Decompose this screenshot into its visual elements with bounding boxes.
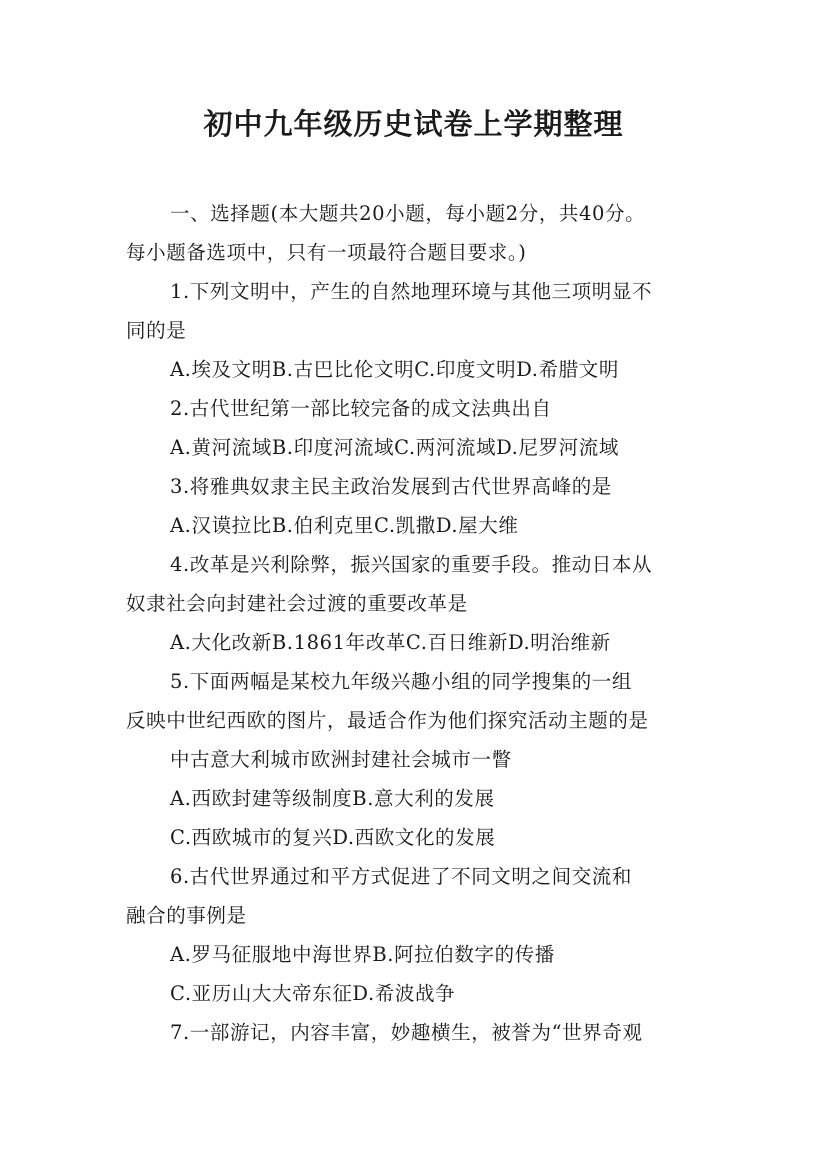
text-line: A.汉谟拉比B.伯利克里C.凯撒D.屋大维 — [170, 514, 519, 537]
text-line: 2.古代世纪第一部比较完备的成文法典出自 — [170, 397, 552, 420]
text-line: A.罗马征服地中海世界B.阿拉伯数字的传播 — [170, 943, 555, 966]
document-title: 初中九年级历史试卷上学期整理 — [203, 107, 624, 141]
text-line: A.大化改新B.1861年改革C.百日维新D.明治维新 — [170, 631, 611, 654]
text-line: A.西欧封建等级制度B.意大利的发展 — [170, 787, 495, 810]
text-line: 5.下面两幅是某校九年级兴趣小组的同学搜集的一组 — [170, 670, 633, 693]
text-line: 4.改革是兴利除弊，振兴国家的重要手段。推动日本从 — [170, 553, 653, 576]
text-line: 3.将雅典奴隶主民主政治发展到古代世界高峰的是 — [170, 475, 612, 498]
text-line: 1.下列文明中，产生的自然地理环境与其他三项明显不 — [170, 280, 653, 303]
text-line: C.亚历山大大帝东征D.希波战争 — [170, 982, 456, 1005]
text-line: 6.古代世界通过和平方式促进了不同文明之间交流和 — [170, 865, 633, 888]
text-line: 7.一部游记，内容丰富，妙趣横生，被誉为“世界奇观 — [170, 1021, 643, 1044]
text-line: C.西欧城市的复兴D.西欧文化的发展 — [170, 826, 496, 849]
text-line: 中古意大利城市欧洲封建社会城市一瞥 — [170, 748, 512, 771]
text-line: 融合的事例是 — [126, 904, 247, 927]
text-line: A.黄河流域B.印度河流域C.两河流域D.尼罗河流域 — [170, 436, 619, 459]
text-line: A.埃及文明B.古巴比伦文明C.印度文明D.希腊文明 — [170, 358, 619, 381]
text-line: 一、选择题(本大题共20小题，每小题2分，共40分。 — [170, 202, 646, 225]
document-body — [126, 194, 716, 1052]
text-line: 每小题备选项中，只有一项最符合题目要求。) — [126, 241, 527, 264]
text-line: 同的是 — [126, 319, 187, 342]
text-line: 奴隶社会向封建社会过渡的重要改革是 — [126, 592, 468, 615]
text-line: 反映中世纪西欧的图片，最适合作为他们探究活动主题的是 — [126, 709, 649, 732]
